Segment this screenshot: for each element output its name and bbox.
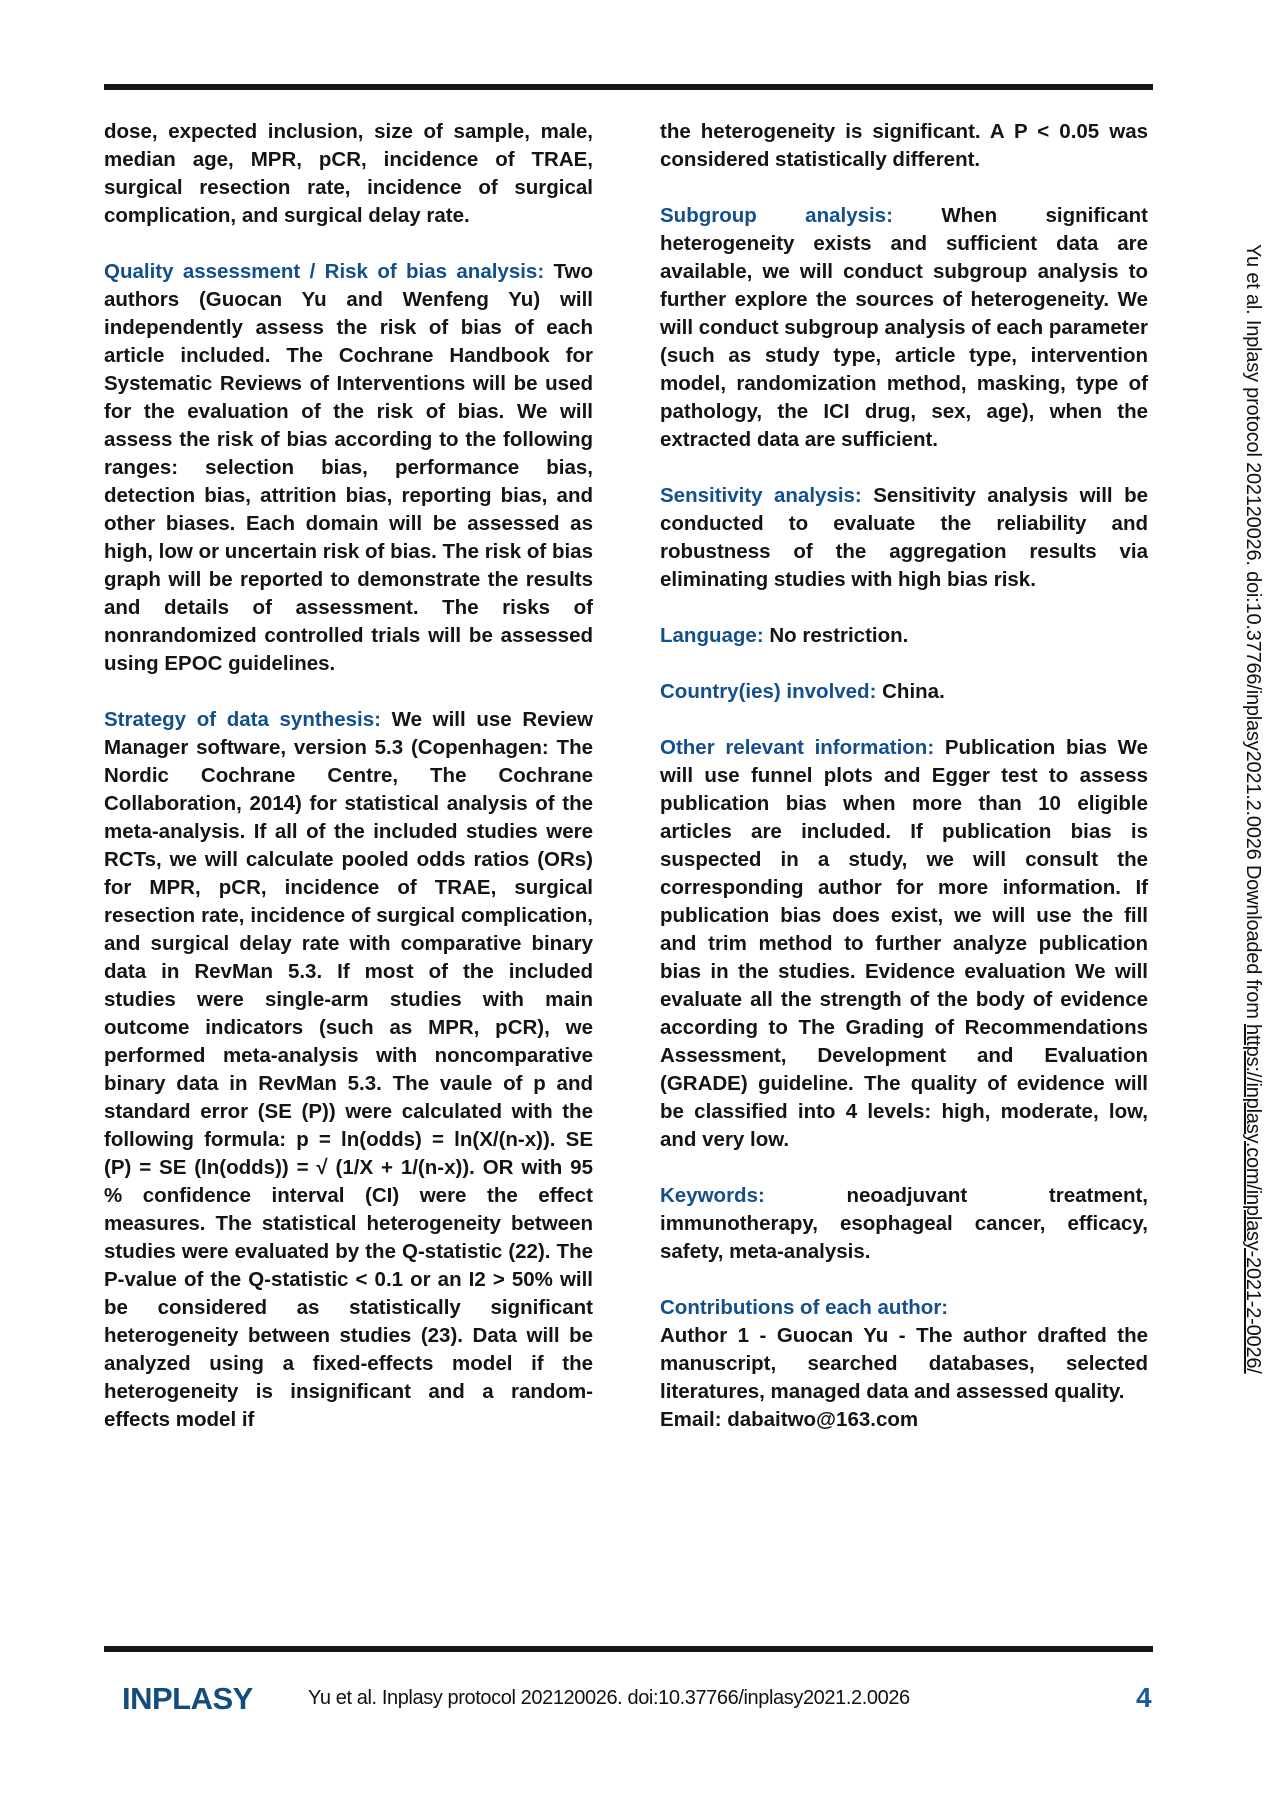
top-rule [104,84,1153,90]
paragraph-text: neoadjuvant treatment, immunotherapy, esophageal cancer, efficacy, safety, meta-analysis. [660,1184,1148,1263]
section-heading: Quality assessment / Risk of bias analysis: [104,260,545,283]
section-heading: Strategy of data synthesis: [104,708,381,731]
paragraph-text: the heterogeneity is significant. A P < 0.05 was considered statistically different. [660,120,1148,171]
paragraph-text: Author 1 - Guocan Yu - The author drafted the manuscript, searched databases, selected literatures, managed data and assessed quality. [660,1324,1148,1403]
paragraph [104,118,593,230]
paragraph-text: dose, expected inclusion, size of sample, male, median age, MPR, pCR, incidence of TRAE, surgical resection rate, incidence of surgical complication, and surgical delay rate. [104,120,593,227]
paragraph-text: When significant heterogeneity exists and sufficient data are available, we will conduct subgroup analysis to further explore the sources of heterogeneity. We will conduct subgroup analysis of each parameter (such as study type, article type, intervention model, randomization method, masking, type of pathology, the ICI drug, sex, age), when the extracted data are sufficient. [660,204,1148,451]
paragraph [660,482,1148,594]
paragraph-text: We will use Review Manager software, version 5.3 (Copenhagen: The Nordic Cochrane Centre, The Cochrane Collaboration, 2014) for statistical analysis of the meta-analysis. If all of the included studies were RCTs, we will calculate pooled odds ratios (ORs) for MPR, pCR, incidence of TRAE, surgical resection rate, incidence of surgical complication, and surgical delay rate with comparative binary data in RevMan 5.3. If most of the included studies were single-arm studies with main outcome indicators (such as MPR, pCR), we performed meta-analysis with noncomparative binary data in RevMan 5.3. The vaule of p and standard error (SE (P)) were calculated with the following formula: p = ln(odds) = ln(X/(n-x)). SE (P) = SE (ln(odds)) = √ (1/X + 1/(n-x)). OR with 95 % confidence interval (CI) were the effect measures. The statistical heterogeneity between studies were evaluated by the Q-statistic (22). The P-value of the Q-statistic < 0.1 or an I2 > 50% will be considered as statistically significant heterogeneity between studies (23). Data will be analyzed using a fixed-effects model if the heterogeneity is insignificant and a random-effects model if [104,708,593,1431]
left-column [104,118,593,1462]
paragraph [104,258,593,678]
section-heading: Language: [660,624,764,647]
paragraph [660,118,1148,174]
page-number: 4 [1136,1682,1152,1713]
inplasy-logo: INPLASY [122,1681,253,1716]
section-heading: Keywords: [660,1184,765,1207]
paragraph-text: Publication bias We will use funnel plots and Egger test to assess publication bias when more than 10 eligible articles are included. If publication bias is suspected in a study, we will consult the corresponding author for more information. If publication bias does exist, we will use the fill and trim method to further analyze publication bias in the studies. Evidence evaluation We will evaluate all the strength of the body of evidence according to The Grading of Recommendations Assessment, Development and Evaluation (GRADE) guideline. The quality of evidence will be classified into 4 levels: high, moderate, low, and very low. [660,736,1148,1151]
sidebar-citation [1239,244,1267,1374]
paragraph [660,1294,1148,1434]
sidebar-citation-text: Yu et al. Inplasy protocol 202120026. doi:10.37766/inplasy2021.2.0026 Downloaded from [1242,244,1264,1025]
section-heading: Sensitivity analysis: [660,484,862,507]
footer-citation: Yu et al. Inplasy protocol 202120026. doi:10.37766/inplasy2021.2.0026 [308,1687,910,1709]
paragraph [104,706,593,1434]
right-column [660,118,1148,1462]
paragraph [660,1182,1148,1266]
sidebar-citation-link[interactable]: https://inplasy.com/inplasy-2021-2-0026/ [1242,1024,1264,1374]
section-heading: Other relevant information: [660,736,935,759]
paragraph [660,622,1148,650]
bottom-rule [104,1646,1153,1652]
paragraph [660,202,1148,454]
paragraph [660,734,1148,1154]
paragraph-text: Sensitivity analysis will be conducted to evaluate the reliability and robustness of the aggregation results via eliminating studies with high bias risk. [660,484,1148,591]
paragraph-line: Email: dabaitwo@163.com [660,1408,919,1431]
paragraph [660,678,1148,706]
paragraph-text: No restriction. [769,624,909,647]
paragraph-text: China. [882,680,945,703]
section-heading: Subgroup analysis: [660,204,893,227]
paragraph-text: Two authors (Guocan Yu and Wenfeng Yu) will independently assess the risk of bias of each article included. The Cochrane Handbook for Systematic Reviews of Interventions will be used for the evaluation of the risk of bias. We will assess the risk of bias according to the following ranges: selection bias, performance bias, detection bias, attrition bias, reporting bias, and other biases. Each domain will be assessed as high, low or uncertain risk of bias. The risk of bias graph will be reported to demonstrate the results and details of assessment. The risks of nonrandomized controlled trials will be assessed using EPOC guidelines. [104,260,593,675]
section-heading: Country(ies) involved: [660,680,877,703]
section-heading: Contributions of each author: [660,1296,949,1319]
